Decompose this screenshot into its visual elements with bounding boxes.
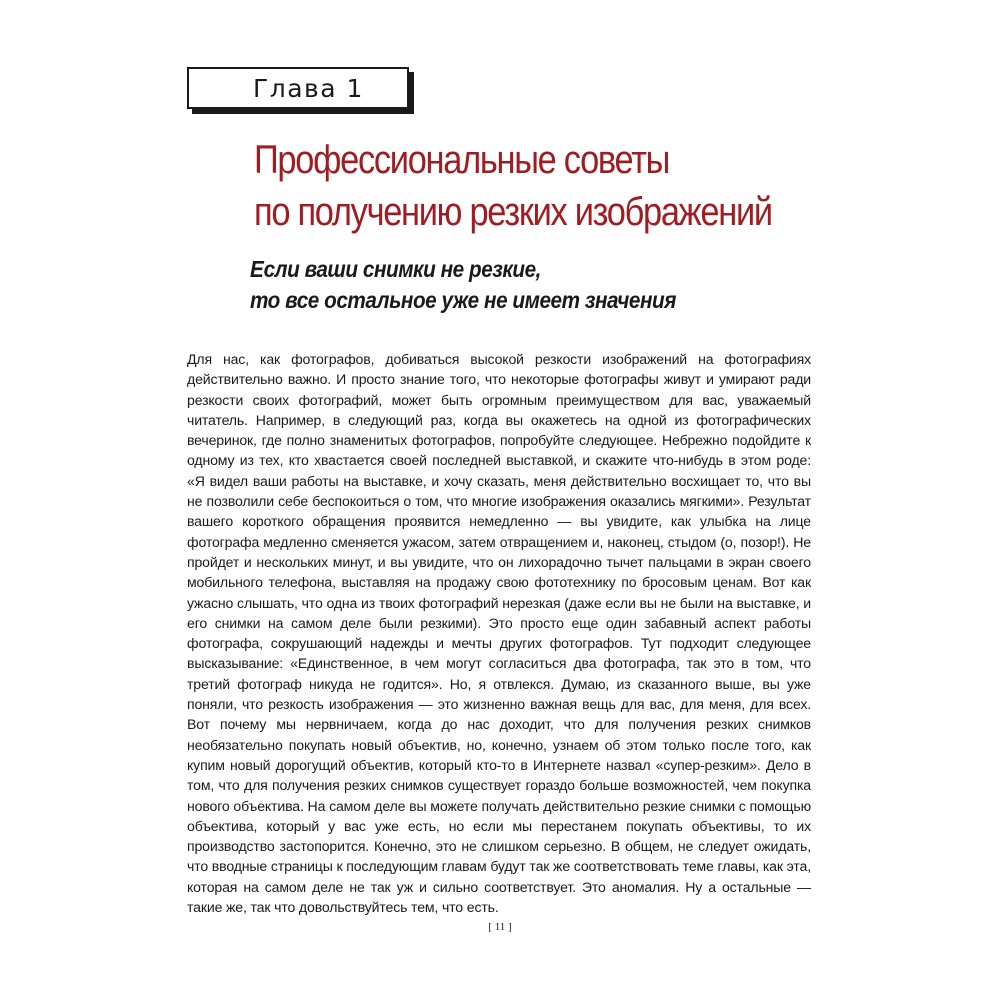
chapter-subtitle-line-2: то все остальное уже не имеет значения [250,287,676,313]
chapter-subtitle [250,254,880,316]
chapter-label: Глава 1 [253,74,364,103]
chapter-label-box [187,67,409,109]
chapter-subtitle-line-1: Если ваши снимки не резкие, [250,256,541,282]
body-paragraph: Для нас, как фотографов, добиваться высокой резкости изображений на фотографиях действительно важно. И просто знание того, что некоторые фотографы живут и умирают ради резкости своих фотографий, может быть огромным преимуществом для вас, уважаемый читатель. Например, в следующий раз, когда вы окажетесь на одной из фотографических вечеринок, где полно знаменитых фотографов, попробуйте следующее. Небрежно подойдите к одному из тех, кто хвастается своей последней выставкой, и скажите что-нибудь в этом роде: «Я видел ваши работы на выставке, и хочу сказать, меня действительно восхищает то, что вы не позволили себе беспокоиться о том, что многие изображения оказались мягкими». Результат вашего короткого обращения проявится немедленно — вы увидите, как улыбка на лице фотографа медленно сменяется ужасом, затем отвращением и, наконец, стыдом (о, позор!). Не пройдет и нескольких минут, и вы увидите, что он лихорадочно тычет пальцами в экран своего мобильного телефона, выставляя на продажу свою фототехнику по бросовым ценам. Вот как ужасно слышать, что одна из твоих фотографий нерезкая (даже если вы не были на выставке, и его снимки на самом деле были резкими). Это просто еще один забавный аспект работы фотографа, сокрушающий надежды и мечты других фотографов. Тут подходит следующее высказывание: «Единственное, в чем могут согласиться два фотографа, так это в том, что третий фотограф никуда не годится». Но, я отвлекся. Думаю, из сказанного выше, вы уже поняли, что резкость изображения — это жизненно важная вещь для вас, для меня, для всех. Вот почему мы нервничаем, когда до нас доходит, что для получения резких снимков необязательно покупать новый объектив, но, конечно, узнаем об этом только после того, как купим новый дорогущий объектив, который кто-то в Интернете назвал «супер-резким». Дело в том, что для получения резких снимков существует гораздо больше возможностей, чем покупка нового объектива. На самом деле вы можете получать действительно резкие снимки с помощью объектива, который у вас уже есть, но если мы перестанем покупать объективы, то их производство застопорится. Конечно, это не слишком серьезно. В общем, не следует ожидать, что вводные страницы к последующим главам будут так же соответствовать теме главы, как эта, которая на самом деле не так уж и сильно соответствует. Это аномалия. Ну а остальные — такие же, так что довольствуйтесь тем, что есть. [187,351,811,916]
chapter-title [254,134,856,238]
chapter-title-line-2: по получению резких изображений [254,190,772,234]
page-number: [ 11 ] [488,921,512,933]
chapter-title-line-1: Профессиональные советы [254,138,670,182]
